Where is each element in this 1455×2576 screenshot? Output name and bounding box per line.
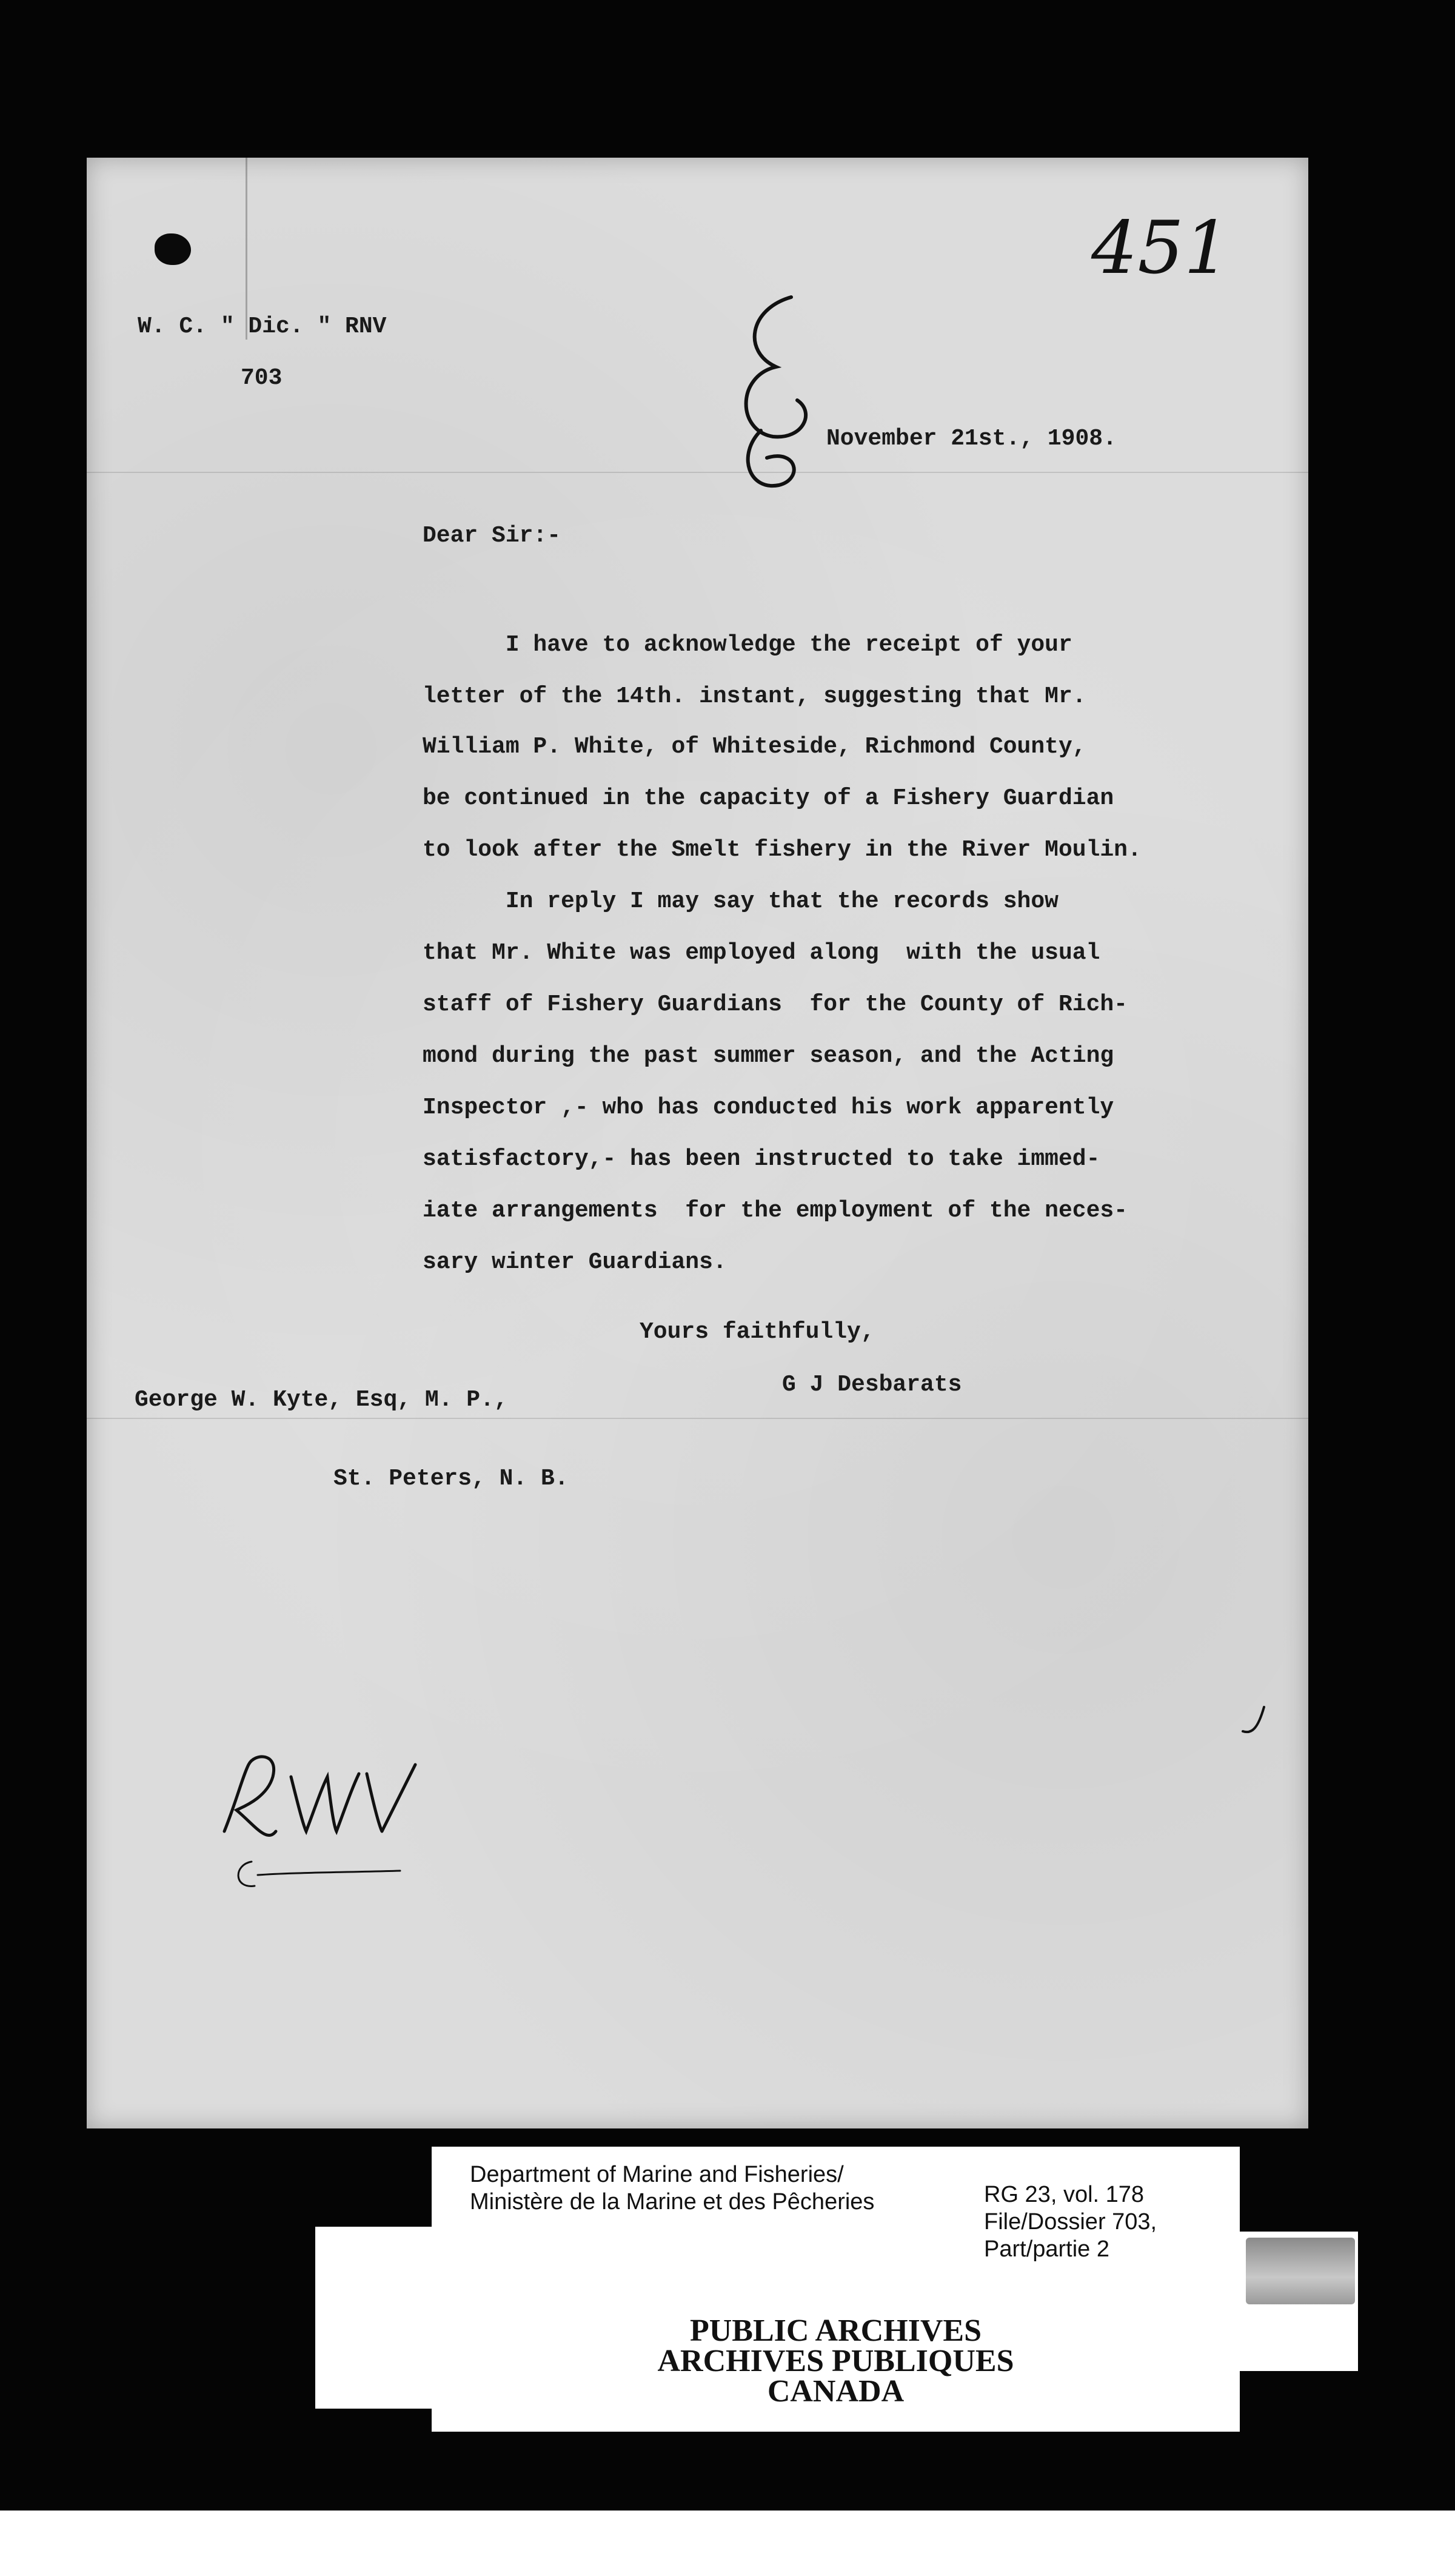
file-number: 703 <box>241 365 283 391</box>
body-line: to look after the Smelt fishery in the River Moulin. <box>423 837 1142 863</box>
hole-punch-mark <box>155 233 191 265</box>
margin-tick-mark <box>1237 1698 1273 1746</box>
body-line: that Mr. White was employed along with the usual <box>423 940 1100 966</box>
department-fr: Ministère de la Marine et des Pêcheries <box>470 2189 875 2215</box>
margin-rule <box>246 158 247 340</box>
binder-clip <box>1246 2238 1355 2304</box>
body-line: satisfactory,- has been instructed to take immed- <box>423 1146 1100 1172</box>
handwritten-mark <box>724 285 821 497</box>
archive-reference-volume: RG 23, vol. 178 <box>984 2182 1145 2207</box>
body-line: be continued in the capacity of a Fishery Guardian <box>423 785 1114 811</box>
addressee-place: St. Peters, N. B. <box>333 1466 569 1492</box>
body-line: I have to acknowledge the receipt of your <box>423 632 1072 658</box>
horizontal-fold-line <box>87 472 1308 473</box>
body-line: letter of the 14th. instant, suggesting that Mr. <box>423 683 1086 709</box>
salutation: Dear Sir:- <box>423 523 561 549</box>
closing: Yours faithfully, <box>640 1319 875 1345</box>
handwritten-initials <box>200 1740 455 1904</box>
letter-date: November 21st., 1908. <box>826 426 1117 452</box>
body-line: sary winter Guardians. <box>423 1249 727 1275</box>
handwritten-page-number: 451 <box>1091 206 1231 290</box>
body-line: William P. White, of Whiteside, Richmond County, <box>423 734 1086 760</box>
archives-country: CANADA <box>767 2374 905 2409</box>
body-line: mond during the past summer season, and the Acting <box>423 1043 1114 1069</box>
addressee-name: George W. Kyte, Esq, M. P., <box>135 1387 508 1413</box>
file-reference: W. C. " Dic. " RNV <box>138 314 387 340</box>
body-line: Inspector ,- who has conducted his work apparently <box>423 1095 1114 1121</box>
archives-french: ARCHIVES PUBLIQUES <box>657 2344 1014 2378</box>
body-line: iate arrangements for the employment of the neces- <box>423 1198 1128 1224</box>
archive-reference-file: File/Dossier 703, <box>984 2209 1157 2235</box>
label-card-tab <box>315 2227 436 2409</box>
body-line: In reply I may say that the records show <box>423 888 1059 914</box>
body-line: staff of Fishery Guardians for the County of Rich- <box>423 991 1128 1018</box>
signatory: G J Desbarats <box>782 1372 962 1398</box>
department-en: Department of Marine and Fisheries/ <box>470 2162 844 2187</box>
archives-english: PUBLIC ARCHIVES <box>689 2313 982 2348</box>
archive-reference-part: Part/partie 2 <box>984 2236 1109 2262</box>
horizontal-fold-line <box>87 1418 1308 1419</box>
